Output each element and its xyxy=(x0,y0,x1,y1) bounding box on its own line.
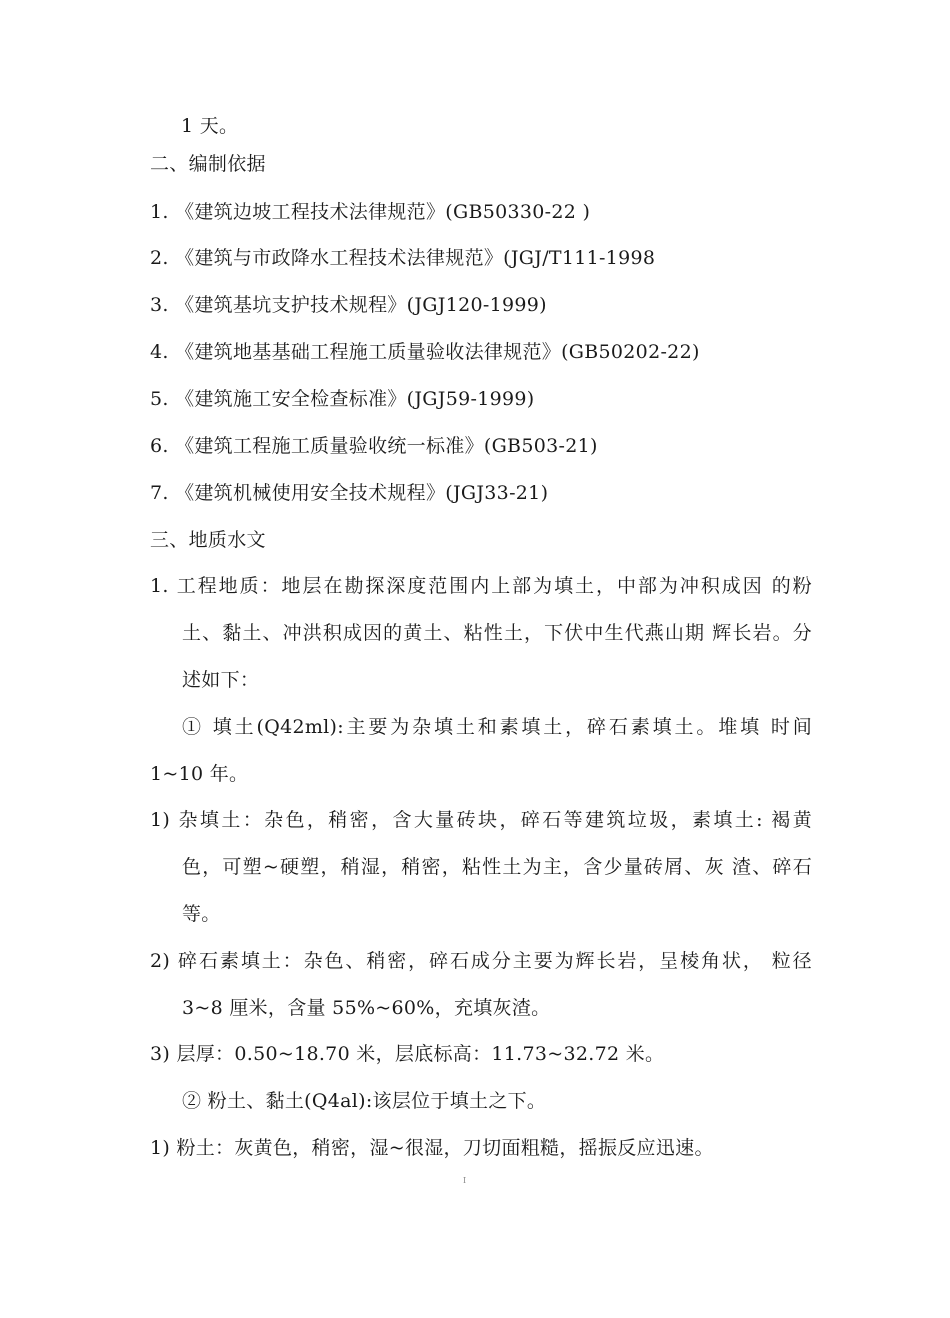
section-heading: 二、编制依据 xyxy=(150,153,266,175)
reference-item: 4. 《建筑地基基础工程施工质量验收法律规范》(GB50202-22) xyxy=(150,341,700,363)
paragraph-line: 2) 碎石素填土：杂色、稍密，碎石成分主要为辉长岩，呈棱角状， 粒径 xyxy=(150,950,812,972)
paragraph-line: 3) 层厚：0.50~18.70 米，层底标高：11.73~32.72 米。 xyxy=(150,1043,665,1065)
text-line: 1 天。 xyxy=(181,115,239,137)
reference-item: 5. 《建筑施工安全检查标准》(JGJ59-1999) xyxy=(150,388,535,410)
paragraph-line: ① 填土(Q42ml):主要为杂填土和素填土，碎石素填土。堆填 时间 xyxy=(182,716,812,738)
reference-item: 6. 《建筑工程施工质量验收统一标准》(GB503-21) xyxy=(150,435,598,457)
paragraph-line: 1) 杂填土：杂色，稍密，含大量砖块，碎石等建筑垃圾，素填土: 褐黄 xyxy=(150,809,812,831)
reference-item: 7. 《建筑机械使用安全技术规程》(JGJ33-21) xyxy=(150,482,549,504)
page-footer-mark: I xyxy=(463,1176,467,1185)
paragraph-line: 1) 粉土：灰黄色，稍密，湿~很湿，刀切面粗糙，摇振反应迅速。 xyxy=(150,1137,714,1159)
reference-item: 2. 《建筑与市政降水工程技术法律规范》(JGJ/T111-1998 xyxy=(150,247,656,269)
paragraph-line: 色，可塑~硬塑，稍湿，稍密，粘性土为主，含少量砖屑、灰 渣、碎石 xyxy=(182,856,812,878)
paragraph-line: 3~8 厘米，含量 55%~60%，充填灰渣。 xyxy=(182,997,551,1019)
reference-item: 3. 《建筑基坑支护技术规程》(JGJ120-1999) xyxy=(150,294,547,316)
paragraph-line: ② 粉土、黏土(Q4al):该层位于填土之下。 xyxy=(182,1090,547,1112)
reference-item: 1. 《建筑边坡工程技术法律规范》(GB50330-22 ) xyxy=(150,201,591,223)
paragraph-line: 等。 xyxy=(182,903,221,925)
paragraph-line: 1~10 年。 xyxy=(150,763,249,785)
paragraph-line: 述如下： xyxy=(182,669,260,691)
paragraph-line: 1. 工程地质：地层在勘探深度范围内上部为填土，中部为冲积成因 的粉 xyxy=(150,575,812,597)
section-heading: 三、地质水文 xyxy=(150,529,266,551)
paragraph-line: 土、黏土、冲洪积成因的黄土、粘性土，下伏中生代燕山期 辉长岩。分 xyxy=(182,622,812,644)
